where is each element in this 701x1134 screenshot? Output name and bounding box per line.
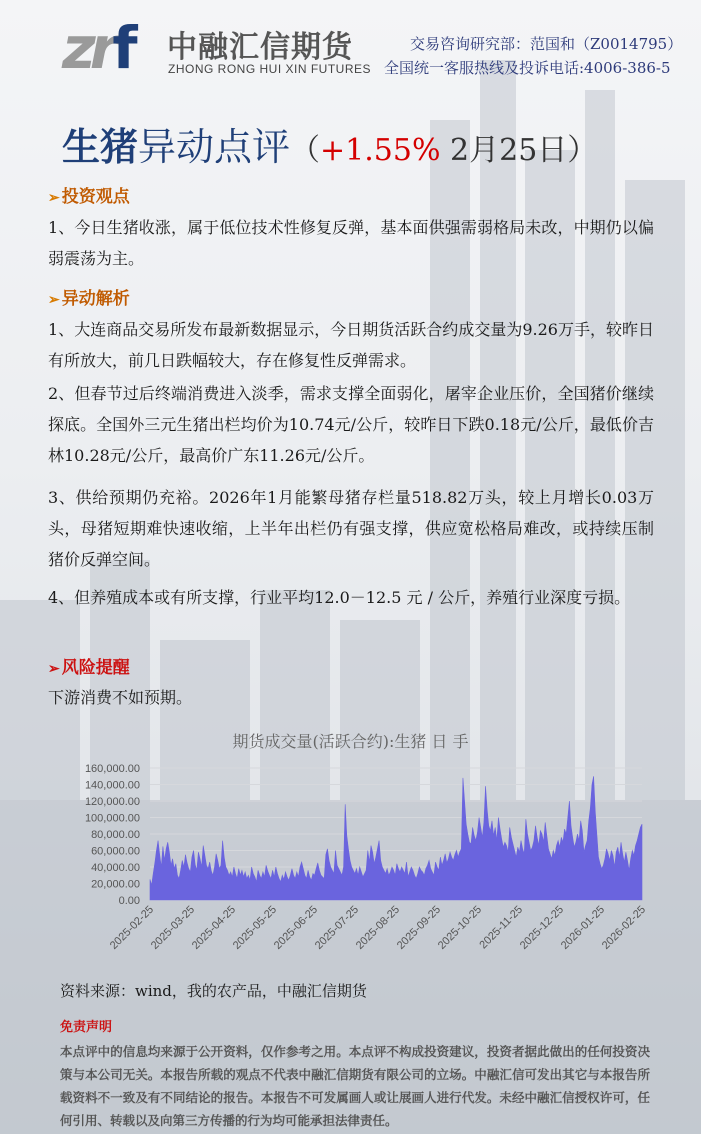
contact-info (384, 32, 701, 80)
section-head-risk: ➢ 风险提醒 (48, 658, 130, 678)
y-tick-label: 0.00 (118, 895, 140, 907)
y-tick-label: 100,000.00 (84, 812, 140, 825)
x-tick-label: 2025-11-25 (477, 903, 526, 952)
x-tick-label: 2025-08-25 (353, 903, 403, 952)
x-tick-label: 2025-02-25 (107, 903, 157, 952)
analysis-point-3: 3、供给预期仍充裕。2026年1月能繁母猪存栏量518.82万头，较上月增长0.03万头，母猪短期难快速收缩，上半年出栏仍有强支撑，供应宽松格局难改，或持续压制猪价反弹空间。 (48, 488, 654, 569)
disclaimer-text: 本点评中的信息均来源于公开资料，仅作参考之用。本点评不构成投资建议，投资者据此做出的任何投资决策与本公司无关。本报告所载的观点不代表中融汇信期货有限公司的立场。中融汇信可发出其它与本报告所载资料不一致及有不同结论的报告。本报告不可发属画人或让展画人进行代发。未经中融汇信授权许可，任何引用、转载以及向第三方传播的行为均可能承担法律责任。 (60, 1044, 650, 1128)
analysis-point-2: 2、但春节过后终端消费进入淡季，需求支撑全面弱化，屠宰企业压价，全国猪价继续探底。全国外三元生猪出栏均价为10.74元/公斤，较昨日下跌0.18元/公斤，最低价吉林10.28元/公斤，最高价广东11.26元/公斤。 (48, 384, 654, 465)
title-commodity: 生猪 (62, 124, 139, 169)
company-logo (62, 14, 372, 80)
arrow-right-icon: ➢ (48, 661, 60, 677)
data-source: 资料来源：wind，我的农产品，中融汇信期货 (60, 982, 367, 1000)
x-tick-label: 2025-12-25 (517, 903, 567, 952)
logo-chinese-name: 中融汇信期货 (167, 30, 353, 65)
x-tick-label: 2025-07-25 (312, 903, 362, 952)
arrow-right-icon: ➢ (48, 190, 60, 206)
section-head-analysis: ➢ 异动解析 (48, 289, 130, 309)
chart-title: 期货成交量(活跃合约):生猪 日 手 (232, 732, 469, 751)
title-date: 2月25日 (450, 133, 568, 168)
y-tick-label: 20,000.00 (91, 878, 140, 891)
disclaimer-heading: 免责声明 (60, 1020, 113, 1035)
analyst-line: 交易咨询研究部：范国和（Z0014795） (410, 35, 683, 53)
x-tick-label: 2026-01-25 (558, 903, 608, 952)
logo-english-name: ZHONG RONG HUI XIN FUTURES (168, 62, 372, 76)
title-change-info: （+1.55% 2月25日） (290, 133, 598, 168)
y-tick-label: 140,000.00 (84, 779, 140, 792)
y-tick-label: 60,000.00 (91, 845, 140, 858)
hotline-line: 全国统一客服热线及投诉电话:4006-386-5 (384, 59, 671, 77)
zrf-logo-mark: zrf (62, 14, 132, 82)
analysis-point-4: 4、但养殖成本或有所支撑，行业平均12.0－12.5 元 / 公斤，养殖行业深度亏损。 (48, 588, 631, 607)
risk-text: 下游消费不如预期。 (48, 688, 193, 707)
x-tick-label: 2025-04-25 (189, 903, 239, 952)
analysis-point-1: 1、大连商品交易所发布最新数据显示，今日期货活跃合约成交量为9.26万手，较昨日有所放大，前几日跌幅较大，存在修复性反弹需求。 (48, 320, 654, 370)
section-head-investment-view: ➢ 投资观点 (48, 187, 130, 207)
x-tick-label: 2025-05-25 (230, 903, 280, 952)
arrow-right-icon: ➢ (48, 292, 60, 308)
x-tick-label: 2025-03-25 (148, 903, 198, 952)
report-title (62, 116, 597, 171)
title-topic: 异动点评 (138, 125, 291, 169)
investment-view-text: 1、今日生猪收涨，属于低位技术性修复反弹，基本面供强需弱格局未改，中期仍以偏弱震荡为主。 (48, 218, 654, 268)
y-tick-label: 120,000.00 (84, 796, 140, 808)
x-tick-label: 2026-02-25 (599, 903, 649, 952)
x-tick-label: 2025-09-25 (394, 903, 444, 952)
volume-area-series (150, 776, 642, 900)
y-tick-label: 160,000.00 (84, 763, 140, 775)
x-tick-label: 2025-10-25 (435, 903, 485, 952)
title-pct-change: +1.55% (320, 133, 441, 168)
x-tick-label: 2025-06-25 (271, 903, 321, 952)
volume-area-chart (0, 752, 701, 972)
y-tick-label: 80,000.00 (91, 829, 140, 841)
y-tick-label: 40,000.00 (91, 862, 140, 874)
